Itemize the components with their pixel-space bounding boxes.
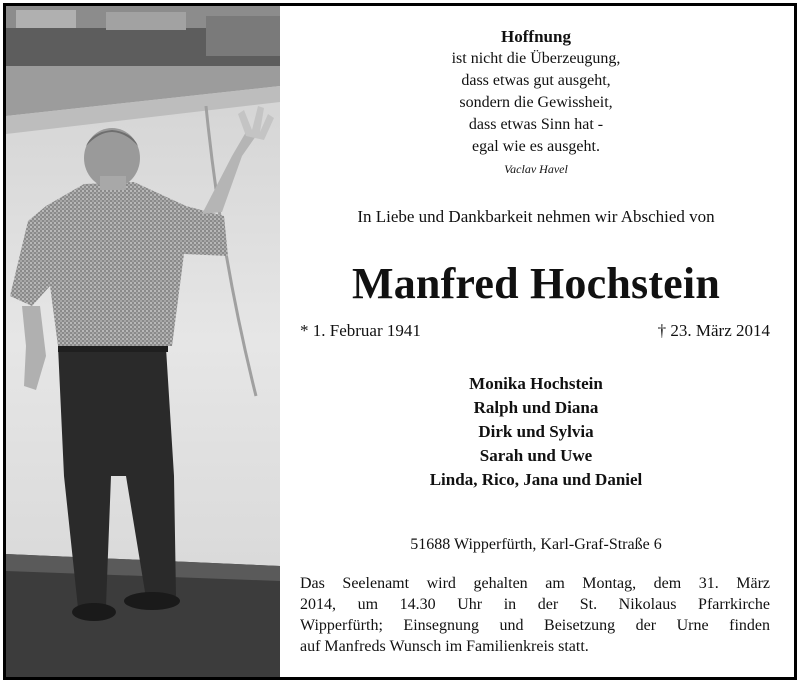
family-member: Ralph und Diana [473, 398, 599, 417]
memorial-photo [6, 6, 280, 677]
notice-line: Das Seelenamt wird gehalten am Montag, dem 31. März [300, 575, 770, 592]
death-date: † 23. März 2014 [657, 321, 770, 340]
poem-line: ist nicht die Überzeugung, [451, 50, 621, 67]
poem-title: Hoffnung [501, 27, 571, 46]
family-address: 51688 Wipperfürth, Karl-Graf-Straße 6 [410, 536, 662, 553]
family-member: Dirk und Sylvia [478, 422, 594, 441]
family-list [294, 372, 778, 492]
family-member: Linda, Rico, Jana und Daniel [429, 470, 643, 489]
poem-line: egal wie es ausgeht. [472, 138, 600, 155]
poem-block [294, 26, 778, 178]
notice-line: auf Manfreds Wunsch im Familienkreis statt. [300, 638, 589, 655]
notice-line: Wipperfürth; Einsegnung und Beisetzung der Urne finden [300, 617, 770, 634]
obituary-text-column [294, 6, 778, 677]
poem-author: Vaclav Havel [504, 162, 568, 176]
poem-line: dass etwas gut ausgeht, [461, 72, 611, 89]
funeral-notice [300, 573, 770, 657]
farewell-line: In Liebe und Dankbarkeit nehmen wir Abschied von [357, 207, 715, 226]
family-member: Sarah und Uwe [479, 446, 593, 465]
birth-date: * 1. Februar 1941 [300, 321, 421, 340]
life-dates [300, 320, 770, 344]
poem-line: dass etwas Sinn hat - [468, 116, 604, 133]
family-member: Monika Hochstein [469, 374, 603, 393]
poem-line: sondern die Gewissheit, [459, 94, 613, 111]
notice-line: 2014, um 14.30 Uhr in der St. Nikolaus Pfarrkirche [300, 596, 770, 613]
deceased-name: Manfred Hochstein [351, 259, 720, 308]
